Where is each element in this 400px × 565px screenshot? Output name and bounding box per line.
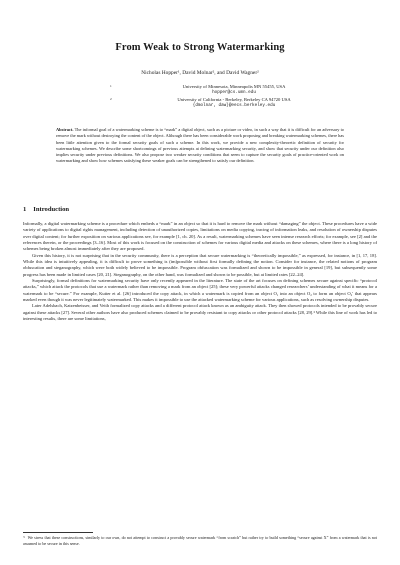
affiliation-email: hopper@cs.umn.edu	[212, 90, 256, 96]
affiliation-2	[110, 97, 350, 110]
author-list: Nicholas Hopper¹, David Molnar², and David Wagner²	[141, 70, 259, 76]
affiliations	[110, 84, 350, 109]
footnote-rule	[23, 532, 93, 533]
section-number: 1	[23, 206, 27, 213]
affiliation-institution: University of Minnesota, Minneapolis MN 55455, USA	[182, 84, 286, 89]
paragraph: Surprisingly, formal definitions for watermarking security have only recently appeared in the literature. The state of the art focuses on defining schemes secure against specific “protocol attacks,” which attack the protocols that use a watermark rather than removing a mark from an object [25]; these very powerful attacks changed researchers’ understanding of what it means for a watermark to be “secure.” For example, Kutter et al. [26] introduced the copy attack, in which a watermark is copied from an object O₁ into an object O₂ to form an object O₂′ that appears marked even though it was never legitimately watermarked. This makes it impossible to use the attacked watermarking scheme for various applications, such as resolving ownership disputes.	[23, 278, 377, 303]
paper-title: From Weak to Strong Watermarking	[115, 42, 285, 53]
body-text	[23, 221, 377, 323]
affiliation-number: 2	[110, 96, 112, 101]
affiliation-number: 1	[110, 84, 112, 88]
paragraph: Later Adelsbach, Katzenbeisser, and Veith formalized copy attacks and a different protocol attack known as an ambiguity attack. They then showed protocols intended to be provably secure against these attacks [27]. Several other authors have also produced schemes claimed to be provably resistant to copy attacks or other protocol attacks [28, 29].³ While this line of work has led to interesting results, there are some limitations,	[23, 303, 377, 322]
section-heading	[23, 206, 69, 213]
footnote-text: We stress that these constructions, similarly to our own, do not attempt to construct a provably secure watermark “from scratch” but rather try to build something “secure against X” from a watermark that is not assumed to be secure in this sense.	[23, 535, 377, 546]
footnote-number: 3	[23, 535, 25, 539]
footnote	[23, 535, 377, 546]
paragraph: Informally, a digital watermarking scheme is a procedure which embeds a “mark” in an object so that it is hard to remove the mark without “damaging” the object. These procedures have a wide variety of applications to digital rights management, including detection of unauthorized copies, limitations on media copying, tracing of information leaks, and resolution of ownership disputes over digital content; for further exposition on various applications see, for example [1, ch. 20]. As a result, watermarking schemes have seen intense research efforts; for example, see [2] and the references therein, or the proceedings [3–16]. Most of this work is focused on the construction of schemes for various digital media and attacks on these schemes, where there is a long history of schemes being broken almost immediately after they are proposed.	[23, 221, 377, 252]
affiliation-email: {dmolnar, daw}@eecs.berkeley.edu	[192, 102, 276, 108]
paragraph: Given this history, it is not surprising that in the security community, there is a perception that secure watermarking is “theoretically impossible,” as expressed, for instance, in [1, 17, 18]. While this idea is intuitively appealing, it is difficult to prove something is (im)possible without first formally defining the notion. Consider for instance, the related notions of program obfuscation and steganography, which were both widely believed to be impossible. Program obfuscation was formalized and shown to be impossible in general [19], but subsequently some progress has been made in limited cases [20, 21]. Steganography, on the other hand, was formalized and shown to be possible, but at limited rates [22–24].	[23, 252, 377, 277]
affiliation-1	[110, 84, 350, 97]
abstract	[56, 127, 344, 165]
abstract-text: The informal goal of a watermarking scheme is to “mark” a digital object, such as a picture or video, in such a way that it is difficult for an adversary to remove the mark without destroying the content of the object. Although there has been considerable work proposing and breaking watermarking schemes, there has been little attention given to the formal security goals of such a scheme. In this work, we provide a new complexity-theoretic definition of security for watermarking schemes. We describe some shortcomings of previous attempts at defining watermarking security, and show that security under our definition also implies security under previous definitions. We also propose two weaker security conditions that seem to capture the security goals of practice-oriented work on watermarking and show how schemes satisfying these weaker goals can be strengthened to satisfy our definition.	[56, 127, 344, 164]
section-title: Introduction	[33, 206, 70, 213]
abstract-label: Abstract.	[56, 127, 74, 132]
affiliation-institution: University of California - Berkeley, Berkeley CA 94720 USA	[177, 96, 291, 102]
